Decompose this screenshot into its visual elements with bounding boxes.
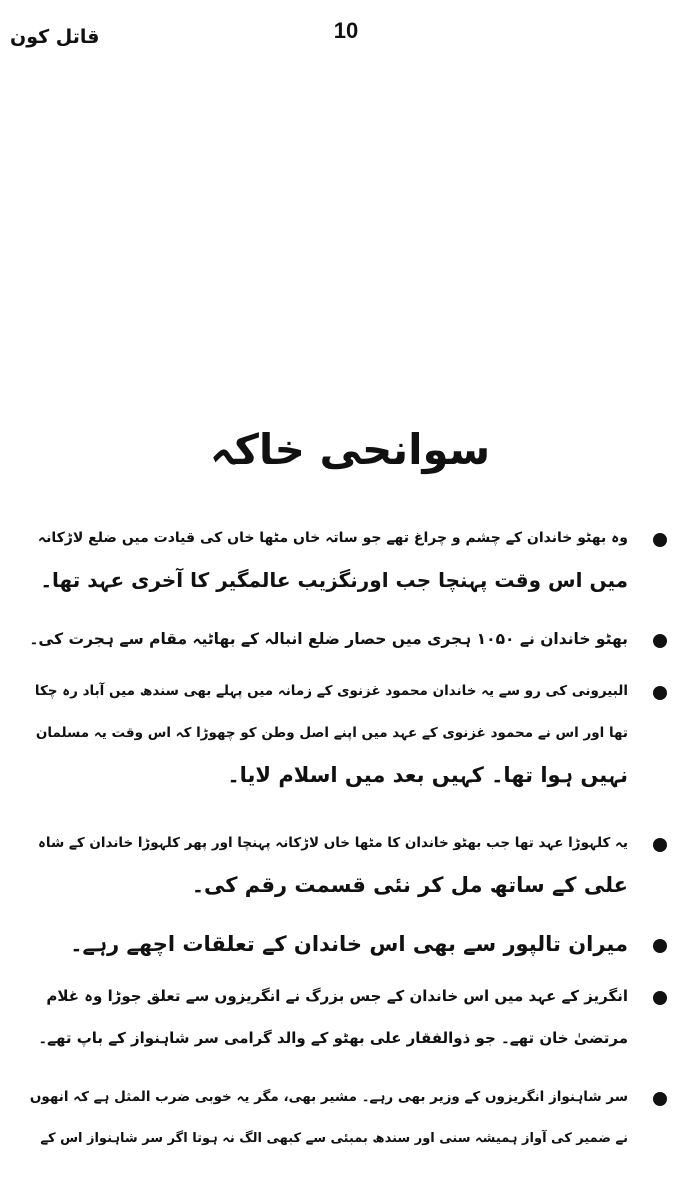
- paragraph-line: نے ضمیر کی آواز ہمیشہ سنی اور سندھ بمبئی سے کبھی الگ نہ ہوتا اگر سر شاہنواز اس کے: [40, 1131, 628, 1146]
- chapter-title: سوانحی خاکہ: [209, 425, 491, 474]
- paragraph-line: یہ کلہوڑا عہد تھا جب بھٹو خاندان کا مٹھا خاں لاڑکانہ پہنچا اور پھر کلہوڑا خاندان کے شاہ: [37, 835, 628, 851]
- paragraph-line: تھا اور اس نے محمود غزنوی کے عہد میں اپنے اصل وطن کو چھوڑا کہ اس وقت یہ مسلمان: [35, 725, 628, 741]
- bullet-dot: [653, 939, 667, 953]
- bullet-dot: [653, 533, 667, 547]
- paragraph-line: انگریز کے عہد میں اس خاندان کے جس بزرگ نے انگریزوں سے تعلق جوڑا وہ غلام: [46, 987, 628, 1005]
- page-number: 10: [333, 18, 359, 43]
- bullet-dot: [653, 1092, 667, 1106]
- paragraph-line: البیرونی کی رو سے یہ خاندان محمود غزنوی کے زمانہ میں پہلے بھی سندھ میں آباد رہ چکا: [34, 683, 628, 699]
- paragraph-line: علی کے ساتھ مل کر نئی قسمت رقم کی۔: [191, 873, 628, 897]
- paragraph-line: بھٹو خاندان نے ۱۰۵۰ ہجری میں حصار ضلع انبالہ کے بھاٹیہ مقام سے ہجرت کی۔: [29, 630, 628, 648]
- bullet-dot: [653, 838, 667, 852]
- paragraph-line: مرتضیٰ خان تھے۔ جو ذوالفقار علی بھٹو کے والد گرامی سر شاہنواز کے باپ تھے۔: [38, 1029, 628, 1047]
- paragraph-line: نہیں ہوا تھا۔ کہیں بعد میں اسلام لایا۔: [227, 763, 628, 787]
- paragraph-line: میران تالپور سے بھی اس خاندان کے تعلقات اچھے رہے۔: [70, 932, 628, 956]
- running-title: قاتل کون: [10, 26, 100, 48]
- bullet-dot: [653, 991, 667, 1005]
- paragraph-line: وہ بھٹو خاندان کے چشم و چراغ تھے جو ساتہ خاں مٹھا خاں کی قیادت میں ضلع لاڑکانہ: [37, 530, 628, 546]
- paragraph-line: سر شاہنواز انگریزوں کے وزیر بھی رہے۔ مشیر بھی، مگر یہ خوبی ضرب المثل ہے کہ انھوں: [29, 1089, 628, 1105]
- bullet-dot: [653, 686, 667, 700]
- paragraph-line: میں اس وقت پہنچا جب اورنگزیب عالمگیر کا آخری عہد تھا۔: [40, 568, 628, 592]
- bullet-dot: [653, 634, 667, 648]
